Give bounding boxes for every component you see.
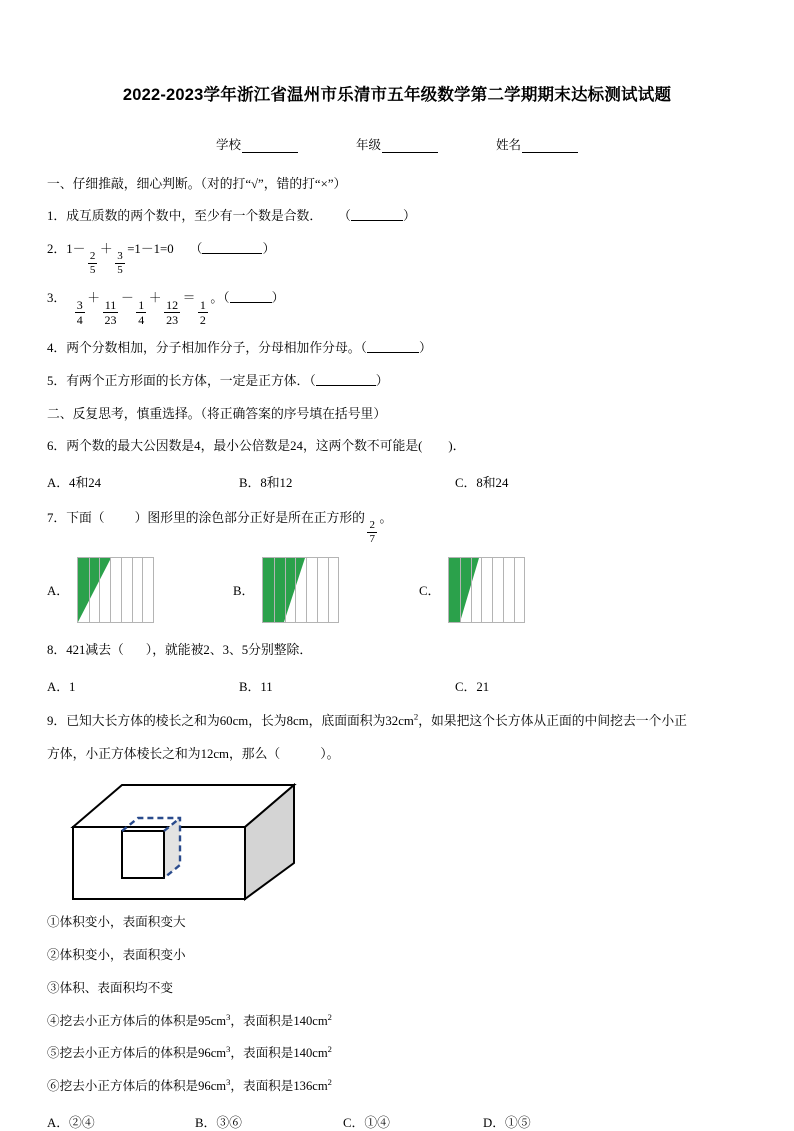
question-9-text-c: 方体，小正方体棱长之和为12cm，那么（ xyxy=(47,747,281,762)
question-4-number: 4． xyxy=(47,341,67,356)
option-6-text-a: 挖去小正方体后的体积是96cm xyxy=(59,1079,227,1094)
option-3-mark: ③ xyxy=(47,980,60,995)
choice-b-label: B． xyxy=(239,680,261,695)
question-1-number: 1． xyxy=(47,208,67,223)
paren-close: ） xyxy=(375,373,389,388)
section-one-heading: 一、仔细推敲，细心判断。（对的打“√”，错的打“×”） xyxy=(47,176,347,191)
question-9-line-1 xyxy=(47,712,747,732)
question-2-answer-blank[interactable] xyxy=(190,242,276,256)
question-7-figures xyxy=(47,553,747,639)
question-5-number: 5． xyxy=(47,373,67,388)
choice-b-label: B． xyxy=(195,1116,217,1131)
question-6-choices xyxy=(47,472,747,491)
question-9-figure xyxy=(59,777,299,903)
option-5-mark: ⑤ xyxy=(47,1046,60,1061)
option-6-mark: ⑥ xyxy=(47,1079,60,1094)
question-8 xyxy=(47,641,747,661)
paren-close: ） xyxy=(262,241,276,256)
fraction-2-7 xyxy=(367,520,377,545)
question-5 xyxy=(47,372,747,392)
question-1-answer-blank[interactable] xyxy=(338,209,416,223)
fraction-numerator: 1 xyxy=(199,298,206,313)
choice-c-text: 8和24 xyxy=(476,475,509,490)
answer-line[interactable] xyxy=(367,342,419,353)
page-title: 2022-2023学年浙江省温州市乐清市五年级数学第二学期期末达标测试试题 xyxy=(122,86,672,104)
fraction-denominator: 5 xyxy=(89,264,96,277)
figure-option-b[interactable] xyxy=(233,557,339,623)
question-7-text-a: 下面（ xyxy=(66,510,105,525)
question-3-answer-blank[interactable] xyxy=(223,291,284,305)
option-2-text: 体积变小，表面积变小 xyxy=(59,947,186,962)
paren-open: （ xyxy=(223,291,230,306)
school-input-blank[interactable] xyxy=(242,141,298,153)
question-6 xyxy=(47,437,747,457)
option-6-text-b: ，表面积是136cm xyxy=(230,1079,328,1094)
question-9-line-2 xyxy=(47,745,747,765)
grade-field xyxy=(356,135,438,153)
question-5-answer-blank[interactable] xyxy=(309,374,388,388)
figure-a-square xyxy=(77,557,154,623)
question-2-mid: ＋ xyxy=(99,241,113,256)
school-field xyxy=(216,135,298,153)
choice-c-text: ①④ xyxy=(364,1116,390,1131)
paren-close: ） xyxy=(402,208,416,223)
fraction-denominator: 7 xyxy=(369,533,375,546)
choice-c[interactable] xyxy=(343,1112,483,1131)
fraction-12-23 xyxy=(164,299,180,326)
choice-b[interactable] xyxy=(195,1112,343,1131)
option-5-text-b: ，表面积是140cm xyxy=(230,1046,328,1061)
fraction-denominator: 23 xyxy=(166,313,179,328)
choice-c-label: C． xyxy=(343,1116,365,1131)
name-field xyxy=(496,135,578,153)
fraction-denominator: 2 xyxy=(199,313,206,328)
choice-c-label: C． xyxy=(455,475,477,490)
choice-a[interactable] xyxy=(47,1112,195,1131)
option-3-text: 体积、表面积均不变 xyxy=(59,980,173,995)
option-5-text-a: 挖去小正方体后的体积是96cm xyxy=(59,1046,227,1061)
answer-line[interactable] xyxy=(351,210,403,221)
fraction-1-2 xyxy=(198,299,208,326)
question-7 xyxy=(47,509,747,546)
paren-open: （ xyxy=(189,241,203,256)
figure-option-c[interactable] xyxy=(419,557,525,623)
choice-b-label: B． xyxy=(239,475,261,490)
answer-line[interactable] xyxy=(230,292,272,303)
figure-c-square xyxy=(448,557,525,623)
option-2-mark: ② xyxy=(47,947,60,962)
question-8-tail: ），就能被2、3、5分别整除． xyxy=(145,643,313,658)
option-4-mark: ④ xyxy=(47,1013,60,1028)
choice-c[interactable] xyxy=(455,676,489,695)
choice-d-text: ①⑤ xyxy=(505,1116,531,1131)
choice-b-text: 11 xyxy=(260,680,273,695)
choice-a-label: A． xyxy=(47,1116,70,1131)
grade-input-blank[interactable] xyxy=(382,141,438,153)
question-9-option-5 xyxy=(47,1044,747,1063)
question-3 xyxy=(47,289,747,326)
question-7-text-b: ）图形里的涂色部分正好是所在正方形的 xyxy=(134,510,365,525)
choice-a-text: 4和24 xyxy=(69,475,102,490)
paren-close: ） xyxy=(271,291,285,306)
question-2 xyxy=(47,240,747,277)
fraction-11-23 xyxy=(103,299,119,326)
question-8-choices xyxy=(47,676,747,695)
identity-row xyxy=(47,135,747,153)
fraction-numerator: 2 xyxy=(89,250,96,263)
option-1-mark: ① xyxy=(47,914,60,929)
question-9-option-2 xyxy=(47,946,747,965)
fraction-denominator: 4 xyxy=(76,313,83,328)
choice-b-text: ③⑥ xyxy=(216,1116,242,1131)
question-6-text: 两个数的最大公因数是4，最小公倍数是24，这两个数不可能是( xyxy=(66,438,423,453)
fraction-numerator: 12 xyxy=(166,298,179,313)
question-4 xyxy=(47,339,747,359)
question-4-text: 两个分数相加，分子相加作分子，分母相加作分母。 xyxy=(66,341,361,356)
cuboid-with-cut-cube-icon xyxy=(59,777,299,903)
question-3-tail: 。 xyxy=(210,291,224,306)
choice-a[interactable] xyxy=(47,472,239,491)
question-1-text: 成互质数的两个数中，至少有一个数是合数． xyxy=(66,208,323,223)
question-8-number: 8． xyxy=(47,643,67,658)
question-9-option-4 xyxy=(47,1012,747,1031)
choice-a-label: A． xyxy=(47,475,70,490)
question-4-answer-blank[interactable] xyxy=(361,341,432,355)
school-label: 学校 xyxy=(215,137,241,152)
choice-b-text: 8和12 xyxy=(260,475,293,490)
question-9-choices xyxy=(47,1112,747,1131)
question-7-tail: 。 xyxy=(379,510,393,525)
question-9-superscript-1: 2 xyxy=(413,711,419,722)
name-input-blank[interactable] xyxy=(522,141,578,153)
fraction-denominator: 4 xyxy=(138,313,145,328)
figure-b-label: B． xyxy=(233,583,255,598)
paren-open: （ xyxy=(309,373,316,388)
operator-3: ＋ xyxy=(148,291,162,306)
fraction-2-5 xyxy=(88,251,98,276)
question-9-option-1 xyxy=(47,913,747,932)
choice-c-label: C． xyxy=(455,680,477,695)
fraction-numerator: 2 xyxy=(369,519,375,532)
choice-a-text: 1 xyxy=(69,680,76,695)
choice-c-text: 21 xyxy=(476,680,490,695)
question-9-number: 9． xyxy=(47,714,67,729)
option-6-sup-a: 3 xyxy=(226,1077,231,1088)
question-5-text: 有两个正方形面的长方体，一定是正方体． xyxy=(66,373,310,388)
question-1 xyxy=(47,207,747,227)
question-6-tail: )． xyxy=(448,438,466,453)
choice-b[interactable] xyxy=(239,472,455,491)
fraction-numerator: 3 xyxy=(76,298,83,313)
operator-4: ＝ xyxy=(182,291,196,306)
question-9-text-d: ）。 xyxy=(320,747,340,762)
question-2-prefix: 1－ xyxy=(66,241,86,256)
paren-close: ） xyxy=(418,341,432,356)
figure-a-label: A． xyxy=(47,583,70,598)
fraction-numerator: 3 xyxy=(117,250,123,263)
option-5-sup-b: 2 xyxy=(327,1044,332,1055)
question-7-number: 7． xyxy=(47,510,67,525)
figure-b-square xyxy=(262,557,339,623)
answer-line[interactable] xyxy=(316,375,376,386)
paren-open: （ xyxy=(360,341,367,356)
choice-b[interactable] xyxy=(239,676,455,695)
question-3-number: 3． xyxy=(47,291,67,306)
operator-1: ＋ xyxy=(87,291,100,306)
question-9-option-6 xyxy=(47,1077,747,1096)
question-9-text-b: ，如果把这个长方体从正面的中间挖去一个小正 xyxy=(418,714,687,729)
answer-line[interactable] xyxy=(202,243,262,254)
fraction-3-4 xyxy=(75,299,85,326)
question-2-number: 2． xyxy=(47,241,67,256)
option-4-text-a: 挖去小正方体后的体积是95cm xyxy=(59,1013,227,1028)
option-5-sup-a: 3 xyxy=(226,1044,231,1055)
question-2-suffix: =1－1=0 xyxy=(127,241,174,256)
choice-a-label: A． xyxy=(47,680,70,695)
choice-d[interactable] xyxy=(483,1112,531,1131)
figure-option-a[interactable] xyxy=(47,557,154,623)
option-4-sup-b: 2 xyxy=(327,1011,332,1022)
choice-c[interactable] xyxy=(455,472,508,491)
grade-label: 年级 xyxy=(355,137,381,152)
question-6-number: 6． xyxy=(47,438,67,453)
figure-c-label: C． xyxy=(419,583,441,598)
question-9-option-3 xyxy=(47,979,747,998)
fraction-numerator: 11 xyxy=(104,298,117,313)
question-9-text-a: 已知大长方体的棱长之和为60cm，长为8cm，底面面积为32cm xyxy=(66,714,414,729)
choice-a[interactable] xyxy=(47,676,239,695)
option-1-text: 体积变小，表面积变大 xyxy=(59,914,186,929)
paren-open: （ xyxy=(338,208,351,223)
option-4-text-b: ，表面积是140cm xyxy=(230,1013,328,1028)
option-4-sup-a: 3 xyxy=(226,1011,231,1022)
choice-d-label: D． xyxy=(483,1116,506,1131)
section-two-heading: 二、反复思考，慎重选择。（将正确答案的序号填在括号里） xyxy=(47,406,387,421)
fraction-denominator: 23 xyxy=(104,313,117,328)
fraction-3-5 xyxy=(115,251,125,276)
option-6-sup-b: 2 xyxy=(327,1077,332,1088)
fraction-numerator: 1 xyxy=(138,298,145,313)
choice-a-text: ②④ xyxy=(69,1116,95,1131)
fraction-denominator: 5 xyxy=(117,264,123,277)
fraction-1-4 xyxy=(136,299,146,326)
operator-2: － xyxy=(121,291,134,306)
name-label: 姓名 xyxy=(496,137,522,152)
question-8-text: 421减去（ xyxy=(66,643,124,658)
